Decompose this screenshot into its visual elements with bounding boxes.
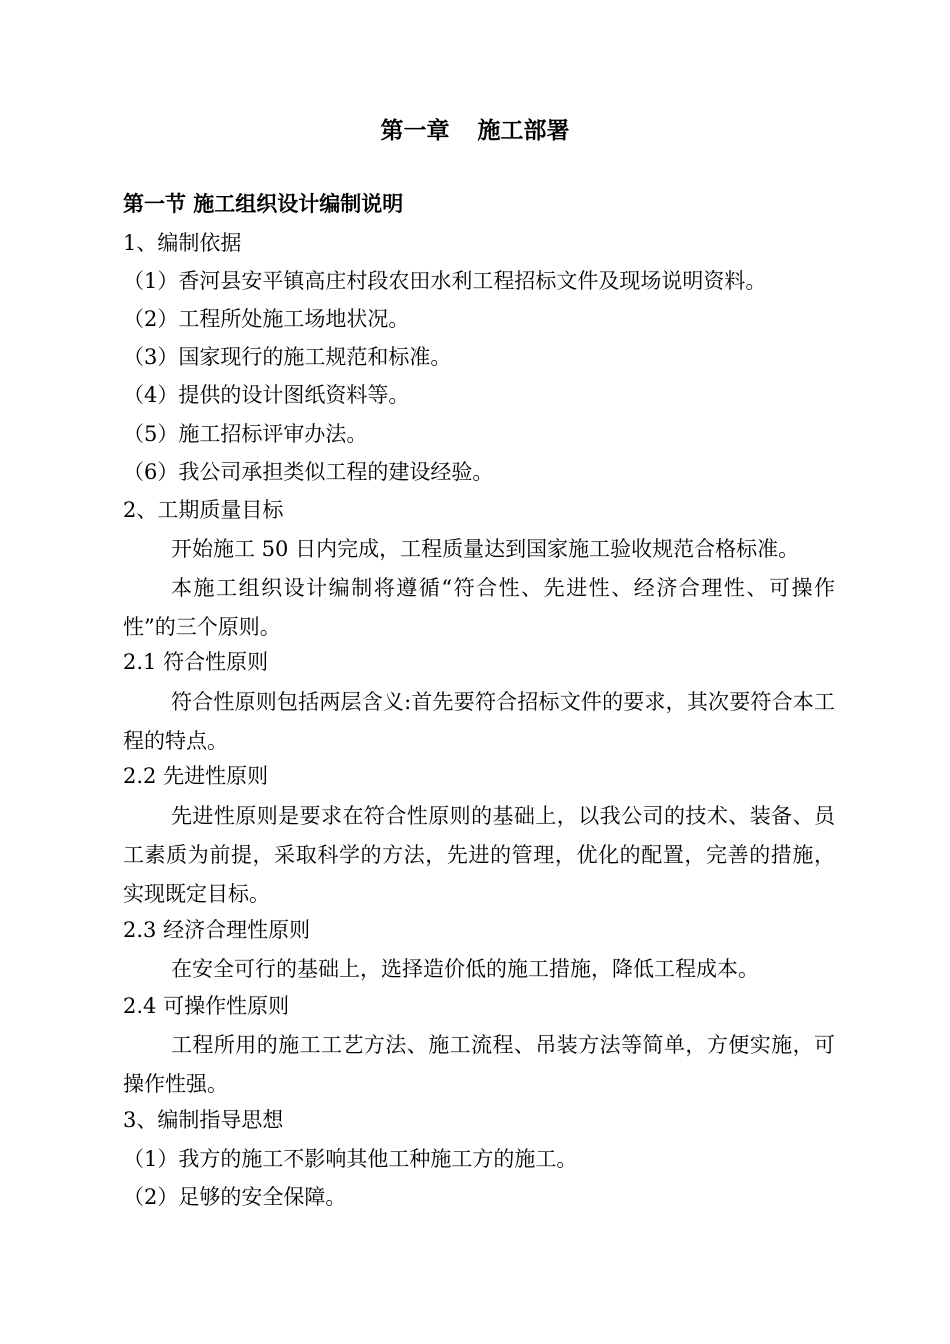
- paragraph-target: 开始施工 50 日内完成，工程质量达到国家施工验收规范合格标准。: [171, 537, 800, 561]
- paragraph-2-2: 先进性原则是要求在符合性原则的基础上，以我公司的技术、装备、员工素质为前提，采取科学的方法，先进的管理，优化的配置，完善的措施，实现既定目标。: [123, 804, 835, 906]
- basis-item-4: （4）提供的设计图纸资料等。: [123, 383, 410, 407]
- basis-item-5: （5）施工招标评审办法。: [123, 422, 368, 446]
- section-title: 第一节 施工组织设计编制说明: [123, 192, 404, 216]
- chapter-name: 施工部署: [477, 118, 570, 144]
- guide-item-1: （1）我方的施工不影响其他工种施工方的施工。: [123, 1147, 578, 1171]
- paragraph-2-3: 在安全可行的基础上，选择造价低的施工措施，降低工程成本。: [171, 957, 759, 981]
- basis-item-6: （6）我公司承担类似工程的建设经验。: [123, 460, 494, 484]
- basis-item-3: （3）国家现行的施工规范和标准。: [123, 345, 452, 369]
- guide-item-2: （2）足够的安全保障。: [123, 1185, 347, 1209]
- basis-item-1: （1）香河县安平镇高庄村段农田水利工程招标文件及现场说明资料。: [123, 269, 767, 293]
- heading-2-4: 2.4 可操作性原则: [123, 994, 290, 1018]
- basis-item-2: （2）工程所处施工场地状况。: [123, 307, 410, 331]
- heading-2-3: 2.3 经济合理性原则: [123, 918, 311, 942]
- heading-basis: 1、编制依据: [123, 231, 242, 255]
- chapter-number: 第一章: [380, 118, 450, 144]
- paragraph-principles: 本施工组织设计编制将遵循“符合性、先进性、经济合理性、可操作性”的三个原则。: [123, 576, 835, 639]
- heading-guide: 3、编制指导思想: [123, 1108, 284, 1132]
- paragraph-2-4: 工程所用的施工工艺方法、施工流程、吊装方法等简单，方便实施，可操作性强。: [123, 1033, 835, 1096]
- heading-target: 2、工期质量目标: [123, 498, 284, 522]
- chapter-title: [0, 115, 950, 147]
- heading-2-1: 2.1 符合性原则: [123, 650, 269, 674]
- heading-2-2: 2.2 先进性原则: [123, 764, 269, 788]
- paragraph-2-1: 符合性原则包括两层含义:首先要符合招标文件的要求，其次要符合本工程的特点。: [123, 690, 835, 753]
